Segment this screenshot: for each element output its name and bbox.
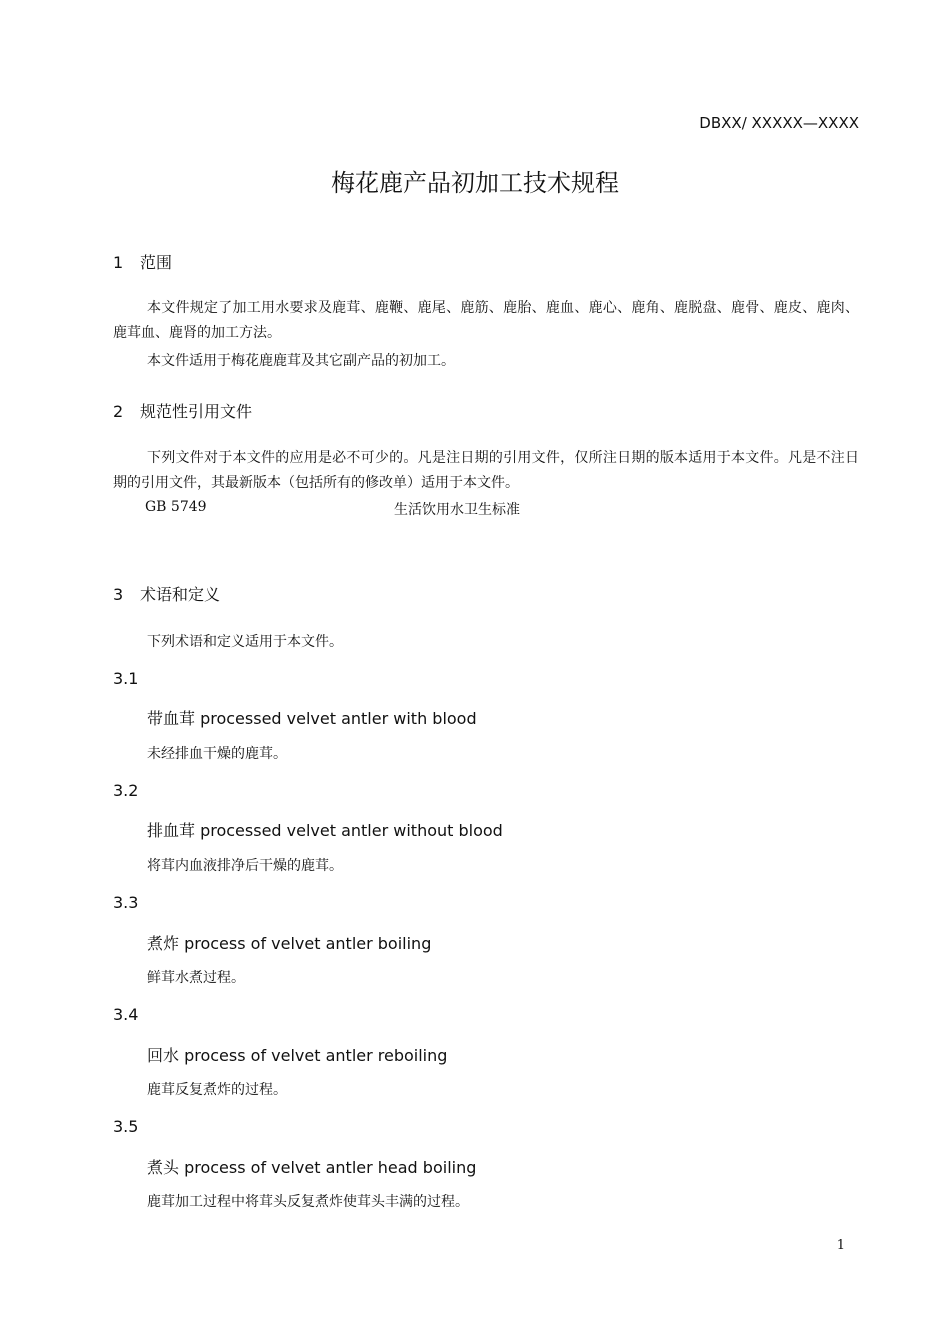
section-number: 3	[113, 585, 124, 604]
section-heading-references	[113, 399, 252, 422]
term-number: 3.4	[113, 1005, 139, 1024]
section-heading-terms	[113, 582, 220, 605]
term-name: 排血茸 processed velvet antler without blood	[147, 821, 503, 840]
term-name: 煮炸 process of velvet antler boiling	[147, 934, 432, 953]
document-title: 梅花鹿产品初加工技术规程	[331, 169, 619, 197]
scope-paragraph-1: 本文件规定了加工用水要求及鹿茸、鹿鞭、鹿尾、鹿筋、鹿胎、鹿血、鹿心、鹿角、鹿脱盘、鹿骨、鹿皮、鹿肉、鹿茸血、鹿肾的加工方法。	[113, 300, 859, 341]
section-heading-scope	[113, 250, 172, 273]
term-definition: 鲜茸水煮过程。	[147, 970, 245, 986]
section-number: 2	[113, 402, 124, 421]
term-name: 带血茸 processed velvet antler with blood	[147, 709, 477, 728]
section-number: 1	[113, 253, 124, 272]
term-number: 3.2	[113, 781, 139, 800]
term-number: 3.3	[113, 893, 139, 912]
term-name: 回水 process of velvet antler reboiling	[147, 1046, 448, 1065]
page-number: 1	[836, 1238, 845, 1253]
term-number: 3.5	[113, 1117, 139, 1136]
term-number: 3.1	[113, 669, 139, 688]
scope-paragraph-2: 本文件适用于梅花鹿鹿茸及其它副产品的初加工。	[147, 353, 455, 369]
term-definition: 未经排血干燥的鹿茸。	[147, 746, 287, 762]
term-definition: 将茸内血液排净后干燥的鹿茸。	[147, 858, 343, 874]
section-title: 术语和定义	[140, 585, 221, 604]
section-title: 范围	[140, 253, 173, 272]
terms-intro: 下列术语和定义适用于本文件。	[147, 634, 343, 650]
term-definition: 鹿茸反复煮炸的过程。	[147, 1082, 287, 1098]
reference-title: 生活饮用水卫生标准	[394, 502, 520, 518]
references-paragraph: 下列文件对于本文件的应用是必不可少的。凡是注日期的引用文件，仅所注日期的版本适用于本文件。凡是不注日期的引用文件，其最新版本（包括所有的修改单）适用于本文件。	[113, 450, 859, 491]
term-definition: 鹿茸加工过程中将茸头反复煮炸使茸头丰满的过程。	[147, 1194, 469, 1210]
standard-code: DBXX/ XXXXX—XXXX	[699, 114, 859, 132]
reference-code: GB 5749	[145, 499, 207, 515]
term-name: 煮头 process of velvet antler head boiling	[147, 1158, 477, 1177]
section-title: 规范性引用文件	[140, 402, 253, 421]
